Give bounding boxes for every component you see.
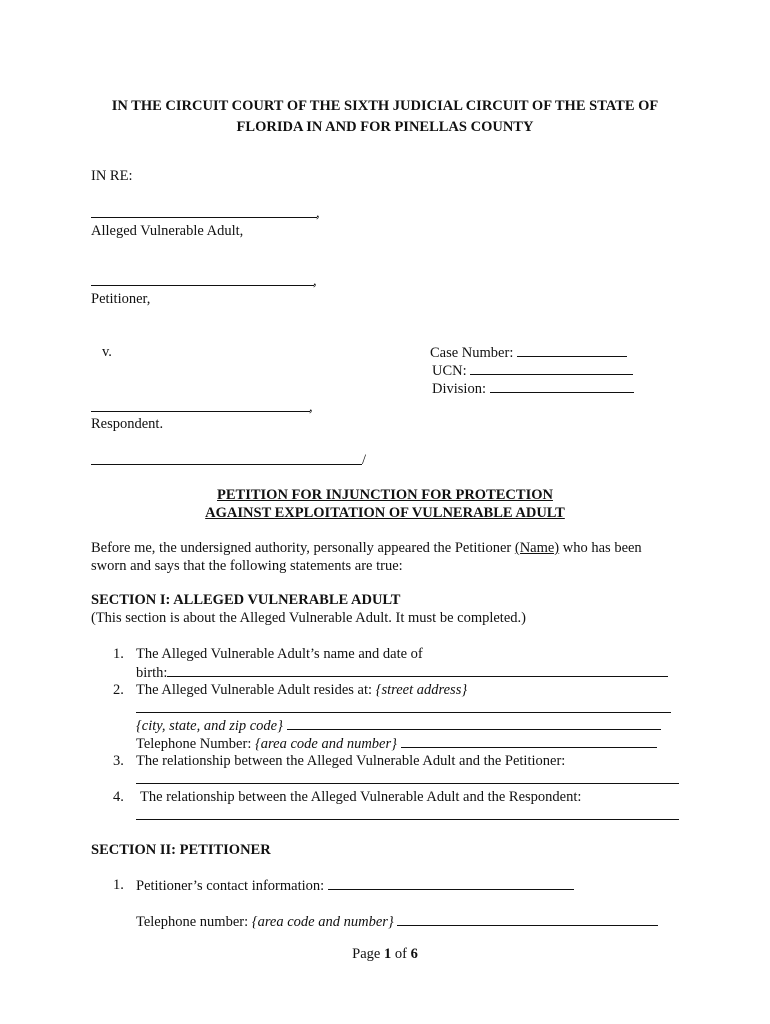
ucn-label: UCN: <box>432 363 467 379</box>
street-address-line[interactable] <box>136 712 671 713</box>
item-number: 3. <box>113 753 124 769</box>
area-code-hint: {area code and number} <box>251 914 394 930</box>
section-1-note: (This section is about the Alleged Vulnerable Adult. It must be completed.) <box>91 610 526 626</box>
total-page-count: 6 <box>410 946 418 962</box>
caption-closing-line <box>91 464 362 465</box>
item-number: 2. <box>113 682 124 698</box>
case-number-line[interactable] <box>517 343 627 357</box>
item-number: 4. <box>113 789 124 805</box>
intro-line-2: sworn and says that the following statements are true: <box>91 558 403 574</box>
petitioner-telephone-field: Telephone number: {area code and number} <box>136 912 658 931</box>
vulnerable-adult-label: Alleged Vulnerable Adult, <box>91 223 244 239</box>
petitioner-telephone-line[interactable] <box>397 912 658 926</box>
petitioner-name-line[interactable] <box>91 285 314 286</box>
item-1-line-2 <box>136 663 668 682</box>
division-line[interactable] <box>490 379 634 393</box>
division-label: Division: <box>432 381 486 397</box>
case-number-field <box>430 343 627 362</box>
vulnerable-adult-name-line[interactable] <box>91 217 317 218</box>
comma: , <box>316 205 320 221</box>
item-3-text: The relationship between the Alleged Vulnerable Adult and the Petitioner: <box>136 753 566 769</box>
court-header-line-2: FLORIDA IN AND FOR PINELLAS COUNTY <box>236 119 534 135</box>
division-field <box>432 379 634 398</box>
item-4-text: The relationship between the Alleged Vulnerable Adult and the Respondent: <box>140 789 582 805</box>
current-page-number: 1 <box>383 946 392 962</box>
petitioner-contact-line[interactable] <box>328 876 574 890</box>
respondent-label: Respondent. <box>91 416 164 432</box>
adult-telephone-line[interactable] <box>401 734 657 748</box>
in-re-label: IN RE: <box>91 168 133 184</box>
respondent-name-line[interactable] <box>91 411 310 412</box>
item-number: 1. <box>113 877 124 893</box>
item-1-line-1: The Alleged Vulnerable Adult’s name and date of <box>136 646 423 662</box>
comma: , <box>313 273 317 289</box>
city-state-zip-line[interactable] <box>287 716 661 730</box>
relationship-respondent-line[interactable] <box>136 819 679 820</box>
ucn-line[interactable] <box>470 361 633 375</box>
intro-line-1: Before me, the undersigned authority, personally appeared the Petitioner (Name) who has been <box>91 540 642 556</box>
item-2-text: The Alleged Vulnerable Adult resides at: {street address} <box>136 682 468 698</box>
item-number: 1. <box>113 646 124 662</box>
petition-title-line-1: PETITION FOR INJUNCTION FOR PROTECTION <box>217 487 553 503</box>
court-header-line-1: IN THE CIRCUIT COURT OF THE SIXTH JUDICIAL CIRCUIT OF THE STATE OF <box>111 98 659 114</box>
comma: , <box>309 399 313 415</box>
street-address-hint: {street address} <box>375 682 468 698</box>
adult-telephone-field: Telephone Number: {area code and number} <box>136 734 657 753</box>
relationship-petitioner-line[interactable] <box>136 783 679 784</box>
city-state-zip-hint: {city, state, and zip code} <box>136 718 283 734</box>
petition-title-line-2: AGAINST EXPLOITATION OF VULNERABLE ADULT <box>205 505 565 521</box>
name-dob-line[interactable] <box>167 663 668 677</box>
caption-slash: / <box>362 452 367 468</box>
petitioner-label: Petitioner, <box>91 291 151 307</box>
ucn-field <box>432 361 633 380</box>
section-2-heading: SECTION II: PETITIONER <box>91 842 271 858</box>
versus-label: v. <box>102 344 112 360</box>
petitioner-name-placeholder: (Name) <box>514 540 560 556</box>
section-1-heading: SECTION I: ALLEGED VULNERABLE ADULT <box>91 592 401 608</box>
petitioner-contact-field: Petitioner’s contact information: <box>136 876 574 895</box>
birth-label: birth: <box>136 665 168 681</box>
case-number-label: Case Number: <box>430 345 514 361</box>
area-code-hint: {area code and number} <box>254 736 397 752</box>
page-footer: Page 1 of 6 <box>352 946 418 962</box>
city-state-zip-field <box>136 716 661 735</box>
